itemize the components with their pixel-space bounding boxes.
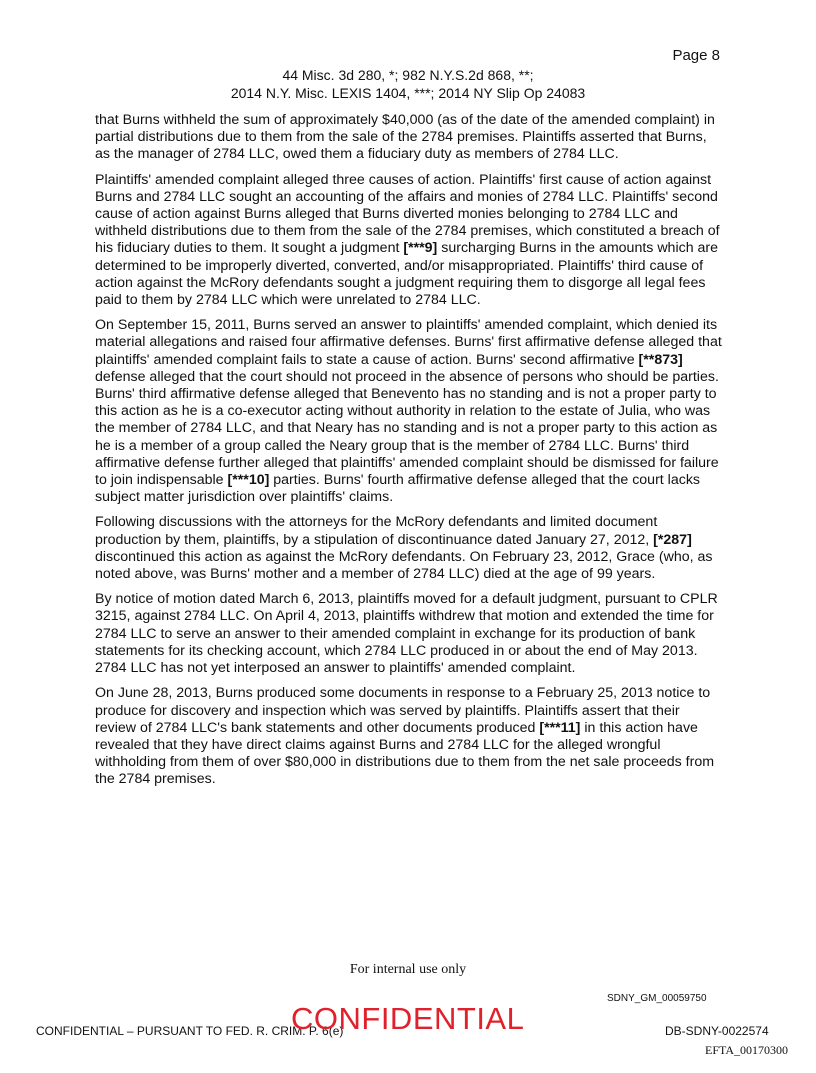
paragraph-3 — [95, 317, 723, 506]
internal-use-notice: For internal use only — [349, 962, 467, 977]
confidential-stamp: CONFIDENTIAL — [291, 1001, 525, 1036]
opinion-body — [95, 112, 723, 797]
citation-line-1: 44 Misc. 3d 280, *; 982 N.Y.S.2d 868, **; — [282, 67, 534, 83]
star-page-marker: [*287] — [653, 531, 692, 548]
star-page-marker: [**873] — [638, 351, 683, 368]
paragraph-4-text-a: Following discussions with the attorneys for the McRory defendants and limited document production by them, plaintiffs, by a stipulation of discontinuance dated January 27, 2012, — [95, 514, 658, 548]
paragraph-6 — [95, 685, 723, 788]
paragraph-2-text-a: Plaintiffs' amended complaint alleged three causes of action. Plaintiffs' first cause of action against Burns and 2784 LLC sought an accounting of the affairs and monies of 2784 LLC. Plaintiffs' second cause of action against Burns alleged that Burns diverted monies belonging to 2784 LLC and withheld distributions due to them from the sale of the 2784 premises, which constituted a breach of his fiduciary duties to them. It sought a judgment — [95, 171, 720, 257]
page-number: Page 8 — [672, 47, 720, 64]
bates-number-db-sdny: DB-SDNY-0022574 — [665, 1024, 769, 1038]
efta-number: EFTA_00170300 — [705, 1043, 789, 1057]
paragraph-3-text-c: parties. Burns' fourth affirmative defense alleged that the court lacks subject matter jurisdiction over plaintiffs' claims. — [95, 472, 701, 506]
star-page-marker: [***11] — [539, 719, 581, 736]
paragraph-1: that Burns withheld the sum of approximately $40,000 (as of the date of the amended complaint) in partial distributions due to them from the sale of the 2784 premises. Plaintiffs asserted that Burns, as the manager of 2784 LLC, owed them a fiduciary duty as members of 2784 LLC. — [95, 112, 715, 163]
paragraph-2-text-b: surcharging Burns in the amounts which are determined to be improperly diverted, converted, and/or misappropriated. Plaintiffs' third cause of action against the McRory defendants sought a judgment requiring them to disgorge all legal fees paid to them by 2784 LLC which were unrelated to 2784 LLC. — [95, 240, 719, 309]
paragraph-5: By notice of motion dated March 6, 2013, plaintiffs moved for a default judgment, pursuant to CPLR 3215, against 2784 LLC. On April 4, 2013, plaintiffs withdrew that motion and extended the time for 2784 LLC to serve an answer to their amended complaint in exchange for its production of bank statements for its checking account, which 2784 LLC produced in or about the end of May 2013. 2784 LLC has not yet interposed an answer to plaintiffs' amended complaint. — [95, 591, 718, 677]
paragraph-3-text-a: On September 15, 2011, Burns served an answer to plaintiffs' amended complaint, which denied its material allegations and raised four affirmative defenses. Burns' first affirmative defense alleged that plaintiffs' amended complaint fails to state a cause of action. Burns' second affirmative — [95, 317, 722, 368]
paragraph-4-text-b: discontinued this action as against the McRory defendants. On February 23, 2012, Grace (who, as noted above, was Burns' mother and a member of 2784 LLC) died at the age of 99 years. — [95, 548, 713, 583]
star-page-marker: [***10] — [227, 472, 270, 489]
citation-header — [0, 66, 816, 102]
grand-jury-notice: CONFIDENTIAL – PURSUANT TO FED. R. CRIM. P. 6(e) — [36, 1024, 344, 1038]
star-page-marker: [***9] — [403, 240, 438, 257]
paragraph-6-text-a: On June 28, 2013, Burns produced some documents in response to a February 25, 2013 notice to produce for discovery and inspection which was served by plaintiffs. Plaintiffs assert that their review of 2784 LLC's bank statements and other documents produced — [95, 685, 711, 736]
paragraph-4 — [95, 514, 723, 583]
bates-number-sdny-gm: SDNY_GM_00059750 — [607, 993, 707, 1004]
paragraph-3-text-b: defense alleged that the court should not proceed in the absence of persons who should be parties. Burns' third affirmative defense alleged that Benevento has no standing and is not a proper party to this action as he is a co-executor acting without authority in relation to the estate of Julia, who was the member of 2784 LLC, and that Neary has no standing and is not a proper party to this action as he is a member of a group called the Neary group that is the member of 2784 LLC. Burns' third affirmative defense further alleged that plaintiffs' amended complaint should be dismissed for failure to join indispensable — [95, 368, 719, 489]
citation-line-2: 2014 N.Y. Misc. LEXIS 1404, ***; 2014 NY Slip Op 24083 — [230, 85, 586, 101]
paragraph-2 — [95, 172, 723, 310]
paragraph-6-text-b: in this action have revealed that they have direct claims against Burns and 2784 LLC for the alleged wrongful withholding from them of over $80,000 in distributions due to them from the net sale proceeds from the 2784 premises. — [95, 719, 715, 788]
